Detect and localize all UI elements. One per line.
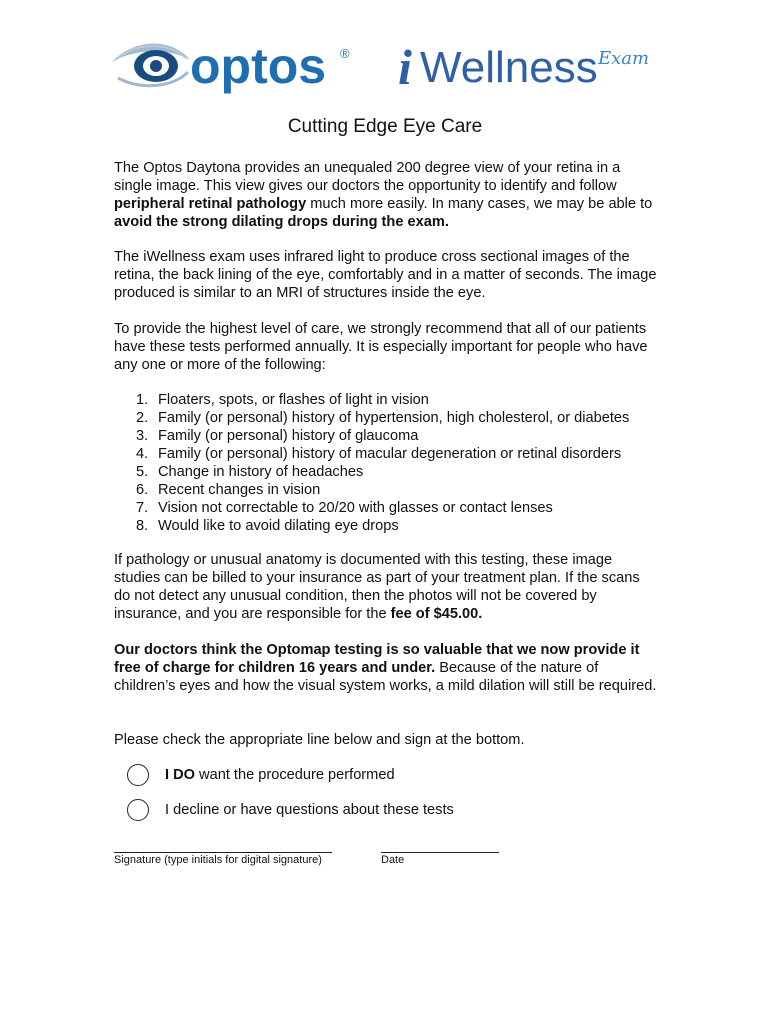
paragraph-children [114,641,659,695]
p5-text: Because of the nature of children’s eyes and how the visual system works, a mild dilation will still be required. [114,660,657,694]
list-text: Change in history of headaches [158,464,364,480]
list-item [136,409,696,427]
paragraph-iwellness: The iWellness exam uses infrared light to produce cross sectional images of the retina, the back lining of the eye, comfortably and in a matter of seconds. The image produced is similar to an MRI of structures inside the eye. [114,249,657,301]
paragraph-recommend: To provide the highest level of care, we strongly recommend that all of our patients have these tests performed annually. It is especially important for people who have any one or more of the following: [114,321,648,373]
logo-artwork [0,0,770,110]
p1-text-c: much more easily. In many cases, we may be able to [306,196,653,212]
fee-amount: fee of $45.00. [390,606,483,622]
option-bold: I DO [165,767,195,783]
list-number: 1. [136,392,149,408]
radio-circle[interactable] [127,799,149,821]
p1-bold-a: peripheral retinal pathology [114,196,307,212]
p1-text-a: The Optos Daytona provides an unequaled 200 degree view of your retina in a single image. This view gives our doctors the opportunity to identify and follow [114,160,621,194]
list-text: Family (or personal) history of glaucoma [158,428,419,444]
list-text: Would like to avoid dilating eye drops [158,518,399,534]
list-item [136,427,696,445]
page-title: Cutting Edge Eye Care [287,116,483,137]
list-number: 4. [136,446,149,462]
iwellness-i: i [398,39,412,95]
radio-circle[interactable] [127,764,149,786]
option-i-do[interactable] [127,762,395,788]
list-text: Floaters, spots, or flashes of light in vision [158,392,429,408]
list-item [136,391,696,409]
list-item [136,463,696,481]
date-line[interactable] [381,852,499,853]
list-number: 8. [136,518,149,534]
list-number: 2. [136,410,149,426]
list-text: Vision not correctable to 20/20 with glasses or contact lenses [158,500,553,516]
option-rest: want the procedure performed [195,767,395,783]
p1-bold-b: avoid the strong dilating drops during the exam. [114,214,449,230]
list-item [136,481,696,499]
p4-text: If pathology or unusual anatomy is documented with this testing, these image studies can be billed to your insurance as part of your treatment plan. If the scans do not detect any unusual condition, then the photos will not be covered by insurance, and you are responsible for the [114,552,640,622]
option-label: I decline or have questions about these tests [165,802,454,818]
list-number: 6. [136,482,149,498]
iwellness-wordmark: Wellness [420,43,598,92]
list-text: Recent changes in vision [158,482,321,498]
list-number: 5. [136,464,149,480]
registered-mark: ® [340,46,350,61]
optos-wordmark: optos [190,38,327,94]
signature-line[interactable] [114,852,332,853]
iwellness-exam: Exam [598,48,650,69]
p5-bold: Our doctors think the Optomap testing is so valuable that we now provide it free of charge for children 16 years and under. [114,642,640,676]
header-logos [0,0,770,110]
list-item [136,499,696,517]
option-decline[interactable] [127,797,454,823]
paragraph-billing [114,551,659,623]
list-number: 7. [136,500,149,516]
option-label [165,767,395,783]
date-label: Date [381,854,405,866]
list-item [136,445,696,463]
list-text: Family (or personal) history of hypertension, high cholesterol, or diabetes [158,410,630,426]
optos-eye-icon [112,44,190,86]
list-text: Family (or personal) history of macular degeneration or retinal disorders [158,446,622,462]
paragraph-instructions: Please check the appropriate line below and sign at the bottom. [114,732,525,748]
conditions-list [136,391,696,535]
signature-label: Signature (type initials for digital signature) [114,854,322,866]
list-number: 3. [136,428,149,444]
list-item [136,517,696,535]
paragraph-optos [114,159,659,231]
